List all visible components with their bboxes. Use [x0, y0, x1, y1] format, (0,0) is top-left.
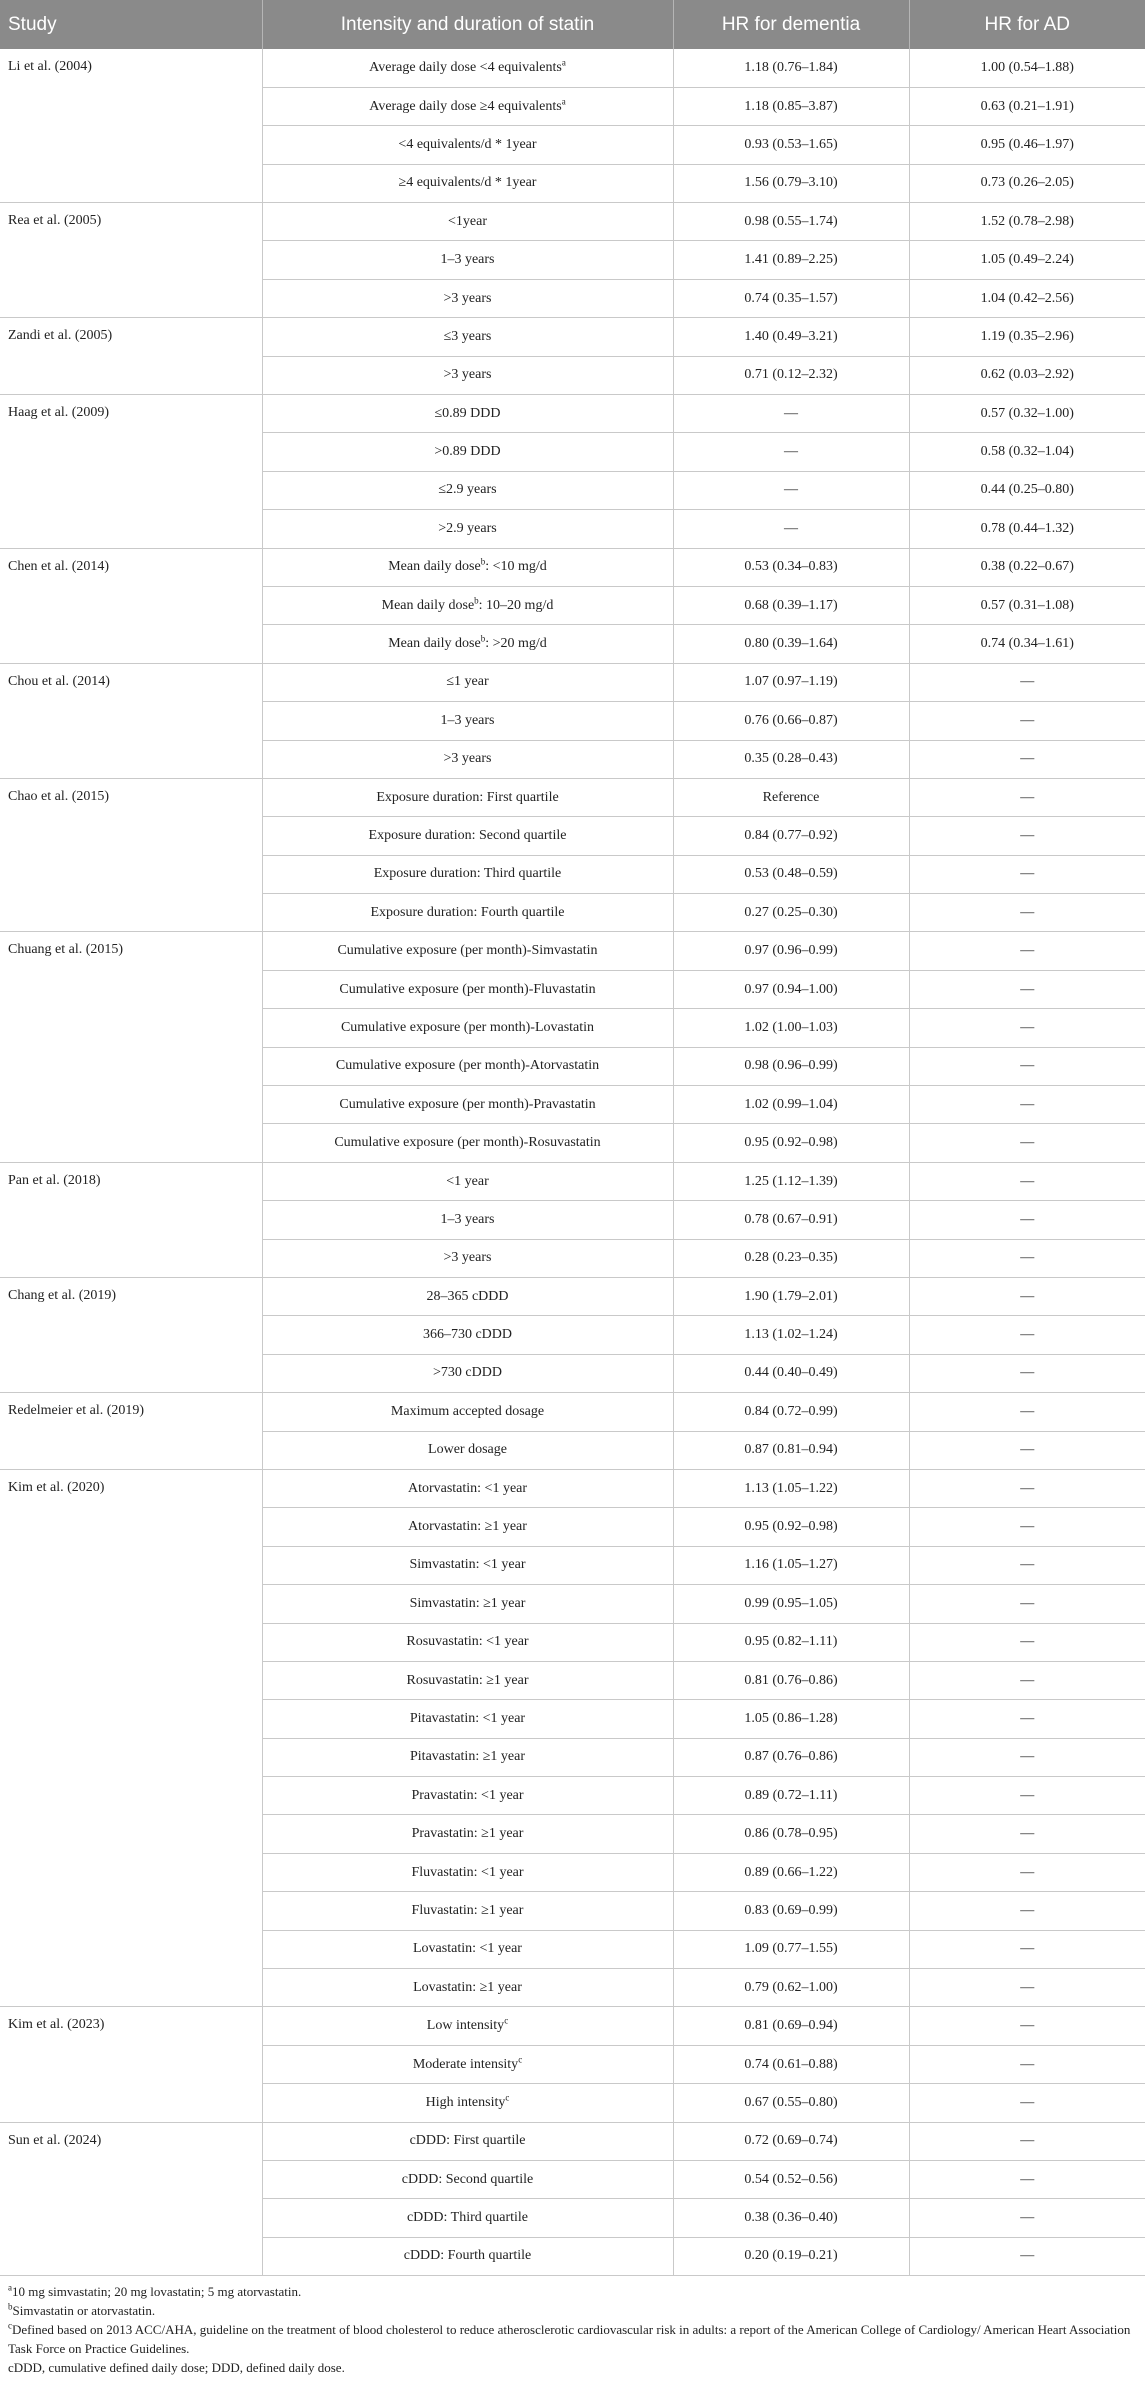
intensity-cell [262, 894, 673, 932]
study-cell: Chuang et al. (2015) [0, 932, 262, 1162]
footnote [8, 2358, 1137, 2377]
hr-ad-cell: 0.95 (0.46–1.97) [909, 126, 1145, 164]
table-row [0, 395, 1145, 433]
hr-ad-cell: — [909, 1853, 1145, 1891]
intensity-text: Exposure duration: First quartile [376, 789, 559, 805]
footnote-text: Defined based on 2013 ACC/AHA, guideline on the treatment of blood cholesterol to reduce atherosclerotic cardiovascular risk in adults: a report of the American College of Cardiology/ American Heart Association Task Force on Practice Guidelines. [8, 2322, 1131, 2357]
intensity-text: Cumulative exposure (per month)-Simvastatin [337, 943, 598, 959]
intensity-cell [262, 817, 673, 855]
table-row [0, 1393, 1145, 1431]
footnote [8, 2320, 1137, 2358]
intensity-text: Mean daily dose [388, 559, 481, 575]
intensity-cell [262, 855, 673, 893]
intensity-text: Pravastatin: <1 year [411, 1787, 524, 1803]
hr-dementia-cell: 0.89 (0.72–1.11) [673, 1777, 909, 1815]
hr-dementia-cell: 0.87 (0.81–0.94) [673, 1431, 909, 1469]
hr-dementia-cell: 0.97 (0.96–0.99) [673, 932, 909, 970]
hr-ad-cell: 0.62 (0.03–2.92) [909, 356, 1145, 394]
hr-ad-cell: 1.04 (0.42–2.56) [909, 279, 1145, 317]
hr-ad-cell: 0.57 (0.31–1.08) [909, 586, 1145, 624]
hr-ad-cell: 0.78 (0.44–1.32) [909, 510, 1145, 548]
study-cell: Rea et al. (2005) [0, 203, 262, 318]
hr-dementia-cell: 0.97 (0.94–1.00) [673, 970, 909, 1008]
hr-dementia-cell: 0.87 (0.76–0.86) [673, 1738, 909, 1776]
hr-dementia-cell: 1.41 (0.89–2.25) [673, 241, 909, 279]
study-cell: Zandi et al. (2005) [0, 318, 262, 395]
intensity-cell [262, 1546, 673, 1584]
intensity-cell [262, 1930, 673, 1968]
footnote [8, 2282, 1137, 2301]
hr-dementia-cell: 1.40 (0.49–3.21) [673, 318, 909, 356]
intensity-text: <1year [448, 213, 487, 229]
intensity-text: Exposure duration: Second quartile [368, 828, 567, 843]
hr-dementia-cell: 0.20 (0.19–0.21) [673, 2237, 909, 2275]
intensity-cell [262, 1162, 673, 1200]
intensity-text: 366–730 cDDD [422, 1327, 513, 1343]
hr-ad-cell: — [909, 970, 1145, 1008]
intensity-text: <1 year [446, 1173, 489, 1189]
study-cell: Redelmeier et al. (2019) [0, 1393, 262, 1470]
hr-ad-cell: — [909, 1738, 1145, 1776]
hr-ad-cell: — [909, 932, 1145, 970]
hr-dementia-cell: Reference [673, 778, 909, 816]
hr-dementia-cell: 0.71 (0.12–2.32) [673, 356, 909, 394]
table-header [0, 0, 1145, 49]
intensity-text: >730 cDDD [433, 1365, 502, 1381]
intensity-cell [262, 433, 673, 471]
hr-ad-cell: — [909, 1393, 1145, 1431]
hr-ad-cell: — [909, 702, 1145, 740]
hr-ad-cell: — [909, 1892, 1145, 1930]
intensity-cell [262, 1969, 673, 2007]
hr-ad-cell: 0.74 (0.34–1.61) [909, 625, 1145, 663]
hr-ad-cell: 0.57 (0.32–1.00) [909, 395, 1145, 433]
intensity-cell [262, 586, 673, 624]
table-row [0, 318, 1145, 356]
hr-ad-cell: — [909, 1086, 1145, 1124]
intensity-text: Simvastatin: <1 year [409, 1557, 526, 1573]
intensity-cell [262, 548, 673, 586]
intensity-cell [262, 1086, 673, 1124]
intensity-text: cDDD: Fourth quartile [403, 2248, 532, 2264]
intensity-cell [262, 702, 673, 740]
hr-ad-cell: — [909, 1316, 1145, 1354]
hr-ad-cell: — [909, 1661, 1145, 1699]
hr-ad-cell: — [909, 1969, 1145, 2007]
hr-dementia-cell: 0.76 (0.66–0.87) [673, 702, 909, 740]
hr-dementia-cell: 0.98 (0.55–1.74) [673, 203, 909, 241]
intensity-cell [262, 395, 673, 433]
study-cell: Chang et al. (2019) [0, 1278, 262, 1393]
hr-dementia-cell: 0.38 (0.36–0.40) [673, 2199, 909, 2237]
intensity-suffix: : <10 mg/d [485, 559, 547, 575]
hr-dementia-cell: 0.83 (0.69–0.99) [673, 1892, 909, 1930]
intensity-text: Cumulative exposure (per month)-Fluvastatin [339, 981, 596, 997]
intensity-text: ≤0.89 DDD [434, 405, 501, 421]
footnote-marker: b [480, 633, 486, 644]
hr-dementia-cell: 1.09 (0.77–1.55) [673, 1930, 909, 1968]
hr-dementia-cell: 0.68 (0.39–1.17) [673, 586, 909, 624]
hr-ad-cell: 1.05 (0.49–2.24) [909, 241, 1145, 279]
hr-dementia-cell: 1.02 (0.99–1.04) [673, 1086, 909, 1124]
hr-dementia-cell: — [673, 510, 909, 548]
hr-ad-cell: — [909, 2199, 1145, 2237]
hr-dementia-cell: 0.54 (0.52–0.56) [673, 2160, 909, 2198]
intensity-text: Mean daily dose [388, 636, 481, 652]
header-hr-ad: HR for AD [909, 0, 1145, 49]
intensity-cell [262, 2160, 673, 2198]
hr-ad-cell: — [909, 740, 1145, 778]
hr-dementia-cell: 0.27 (0.25–0.30) [673, 894, 909, 932]
intensity-text: Lower dosage [428, 1442, 507, 1458]
intensity-cell [262, 241, 673, 279]
hr-ad-cell: — [909, 1546, 1145, 1584]
table-row [0, 1469, 1145, 1507]
intensity-text: Cumulative exposure (per month)-Atorvastatin [335, 1058, 600, 1074]
intensity-cell [262, 1124, 673, 1162]
footnote-text: cDDD, cumulative defined daily dose; DDD, defined daily dose. [8, 2360, 345, 2376]
footnote-marker: c [504, 2015, 509, 2026]
intensity-cell [262, 1393, 673, 1431]
hr-ad-cell: 0.73 (0.26–2.05) [909, 164, 1145, 202]
hr-ad-cell: 1.00 (0.54–1.88) [909, 49, 1145, 87]
footnote-marker: c [505, 2092, 510, 2103]
hr-ad-cell: — [909, 894, 1145, 932]
footnote-marker: b [480, 556, 486, 567]
hr-dementia-cell: — [673, 395, 909, 433]
intensity-text: 1–3 years [440, 252, 495, 268]
study-cell: Chao et al. (2015) [0, 778, 262, 932]
hr-dementia-cell: 0.81 (0.69–0.94) [673, 2007, 909, 2045]
intensity-text: ≤3 years [443, 328, 492, 344]
intensity-cell [262, 2007, 673, 2045]
footnote-marker: c [8, 2320, 12, 2331]
header-intensity: Intensity and duration of statin [262, 0, 673, 49]
table-row [0, 49, 1145, 87]
hr-dementia-cell: 0.81 (0.76–0.86) [673, 1661, 909, 1699]
intensity-cell [262, 279, 673, 317]
hr-dementia-cell: 1.90 (1.79–2.01) [673, 1278, 909, 1316]
intensity-text: Pitavastatin: <1 year [409, 1710, 526, 1726]
intensity-text: Fluvastatin: <1 year [411, 1864, 524, 1880]
hr-ad-cell: — [909, 2045, 1145, 2083]
intensity-text: cDDD: Second quartile [401, 2171, 534, 2187]
intensity-cell [262, 1585, 673, 1623]
header-hr-dementia: HR for dementia [673, 0, 909, 49]
intensity-cell [262, 1738, 673, 1776]
hr-ad-cell: — [909, 1239, 1145, 1277]
hr-dementia-cell: 0.99 (0.95–1.05) [673, 1585, 909, 1623]
hr-ad-cell: — [909, 1047, 1145, 1085]
hr-dementia-cell: 1.18 (0.85–3.87) [673, 87, 909, 125]
hr-dementia-cell: 0.28 (0.23–0.35) [673, 1239, 909, 1277]
hr-dementia-cell: 1.56 (0.79–3.10) [673, 164, 909, 202]
table-body [0, 49, 1145, 2276]
table-row [0, 203, 1145, 241]
hr-dementia-cell: — [673, 471, 909, 509]
study-cell: Kim et al. (2020) [0, 1469, 262, 2006]
hr-dementia-cell: 0.74 (0.35–1.57) [673, 279, 909, 317]
intensity-cell [262, 1047, 673, 1085]
footnote-marker: b [8, 2301, 13, 2312]
intensity-cell [262, 970, 673, 1008]
intensity-text: >0.89 DDD [434, 444, 501, 460]
intensity-cell [262, 1431, 673, 1469]
footnote-marker: b [474, 595, 479, 605]
hr-ad-cell: — [909, 1815, 1145, 1853]
hr-ad-cell: 1.52 (0.78–2.98) [909, 203, 1145, 241]
intensity-text: cDDD: Third quartile [406, 2210, 529, 2226]
intensity-text: High intensity [425, 2094, 506, 2110]
intensity-cell [262, 49, 673, 87]
hr-dementia-cell: 1.18 (0.76–1.84) [673, 49, 909, 87]
hr-dementia-cell: 1.13 (1.02–1.24) [673, 1316, 909, 1354]
intensity-text: 28–365 cDDD [426, 1288, 509, 1304]
study-cell: Pan et al. (2018) [0, 1162, 262, 1277]
hr-dementia-cell: 1.05 (0.86–1.28) [673, 1700, 909, 1738]
hr-ad-cell: — [909, 1201, 1145, 1239]
footnote-marker: a [8, 2282, 12, 2293]
intensity-cell [262, 164, 673, 202]
hr-ad-cell: — [909, 2084, 1145, 2122]
intensity-cell [262, 471, 673, 509]
table-row [0, 1162, 1145, 1200]
intensity-text: Simvastatin: ≥1 year [409, 1595, 526, 1611]
intensity-text: <4 equivalents/d * 1year [398, 136, 537, 152]
intensity-cell [262, 2122, 673, 2160]
intensity-text: 1–3 years [440, 1211, 495, 1227]
hr-ad-cell: — [909, 1469, 1145, 1507]
hr-ad-cell: — [909, 663, 1145, 701]
intensity-cell [262, 625, 673, 663]
study-cell: Li et al. (2004) [0, 49, 262, 203]
study-cell: Sun et al. (2024) [0, 2122, 262, 2276]
hr-ad-cell: — [909, 817, 1145, 855]
intensity-text: Cumulative exposure (per month)-Pravastatin [339, 1096, 596, 1112]
hr-dementia-cell: 1.02 (1.00–1.03) [673, 1009, 909, 1047]
footnote-marker: a [561, 57, 566, 68]
hr-ad-cell: 1.19 (0.35–2.96) [909, 318, 1145, 356]
hr-dementia-cell: 0.35 (0.28–0.43) [673, 740, 909, 778]
intensity-text: Atorvastatin: ≥1 year [408, 1519, 527, 1535]
intensity-text: Moderate intensity [412, 2056, 519, 2072]
hr-ad-cell: — [909, 1777, 1145, 1815]
hr-dementia-cell: 1.25 (1.12–1.39) [673, 1162, 909, 1200]
intensity-suffix: : 10–20 mg/d [478, 597, 554, 613]
intensity-text: ≥4 equivalents/d * 1year [398, 175, 537, 191]
hr-ad-cell: 0.38 (0.22–0.67) [909, 548, 1145, 586]
hr-ad-cell: — [909, 778, 1145, 816]
hr-dementia-cell: 0.67 (0.55–0.80) [673, 2084, 909, 2122]
intensity-text: >3 years [443, 751, 492, 767]
hr-dementia-cell: 0.53 (0.34–0.83) [673, 548, 909, 586]
hr-ad-cell: 0.63 (0.21–1.91) [909, 87, 1145, 125]
intensity-cell [262, 1508, 673, 1546]
hr-dementia-cell: 0.86 (0.78–0.95) [673, 1815, 909, 1853]
footnote-marker: c [518, 2053, 523, 2064]
intensity-cell [262, 663, 673, 701]
study-cell: Chen et al. (2014) [0, 548, 262, 663]
intensity-cell [262, 932, 673, 970]
intensity-cell [262, 203, 673, 241]
footnote-text: Simvastatin or atorvastatin. [12, 2303, 156, 2319]
intensity-text: Rosuvastatin: ≥1 year [406, 1672, 529, 1688]
intensity-cell [262, 1623, 673, 1661]
intensity-text: Atorvastatin: <1 year [407, 1480, 528, 1496]
intensity-suffix: : >20 mg/d [485, 636, 547, 652]
intensity-text: ≤2.9 years [438, 482, 497, 498]
hr-dementia-cell: 0.95 (0.92–0.98) [673, 1124, 909, 1162]
hr-dementia-cell: 1.16 (1.05–1.27) [673, 1546, 909, 1584]
intensity-cell [262, 1777, 673, 1815]
intensity-cell [262, 1815, 673, 1853]
hr-dementia-cell: 0.84 (0.72–0.99) [673, 1393, 909, 1431]
footnote [8, 2301, 1137, 2320]
hr-ad-cell: — [909, 1354, 1145, 1392]
header-study: Study [0, 0, 262, 49]
hr-dementia-cell: 0.72 (0.69–0.74) [673, 2122, 909, 2160]
intensity-text: >3 years [443, 1250, 492, 1266]
hr-dementia-cell: 0.98 (0.96–0.99) [673, 1047, 909, 1085]
hr-dementia-cell: 0.79 (0.62–1.00) [673, 1969, 909, 2007]
intensity-text: >2.9 years [438, 520, 497, 536]
intensity-text: Exposure duration: Fourth quartile [370, 904, 565, 920]
intensity-cell [262, 1354, 673, 1392]
intensity-text: Lovastatin: ≥1 year [413, 1979, 522, 1995]
intensity-text: Pravastatin: ≥1 year [411, 1826, 524, 1842]
intensity-cell [262, 318, 673, 356]
table-row [0, 778, 1145, 816]
intensity-text: Pitavastatin: ≥1 year [410, 1749, 525, 1765]
intensity-cell [262, 1009, 673, 1047]
hr-dementia-cell: — [673, 433, 909, 471]
table-row [0, 548, 1145, 586]
intensity-text: Rosuvastatin: <1 year [406, 1634, 529, 1650]
hr-ad-cell: 0.44 (0.25–0.80) [909, 471, 1145, 509]
intensity-text: >3 years [443, 367, 492, 383]
hr-ad-cell: — [909, 855, 1145, 893]
study-cell: Chou et al. (2014) [0, 663, 262, 778]
hr-dementia-cell: 0.93 (0.53–1.65) [673, 126, 909, 164]
hr-dementia-cell: 0.78 (0.67–0.91) [673, 1201, 909, 1239]
hr-ad-cell: — [909, 1278, 1145, 1316]
footnote-marker: a [561, 95, 566, 106]
hr-dementia-cell: 0.53 (0.48–0.59) [673, 855, 909, 893]
intensity-text: Mean daily dose [381, 597, 475, 613]
hr-ad-cell: — [909, 1930, 1145, 1968]
hr-dementia-cell: 0.89 (0.66–1.22) [673, 1853, 909, 1891]
hr-ad-cell: — [909, 2237, 1145, 2275]
hr-ad-cell: — [909, 2160, 1145, 2198]
table-footnotes [0, 2276, 1145, 2377]
hr-dementia-cell: 0.80 (0.39–1.64) [673, 625, 909, 663]
intensity-cell [262, 356, 673, 394]
intensity-text: Average daily dose <4 equivalents [369, 59, 562, 75]
intensity-cell [262, 778, 673, 816]
intensity-cell [262, 2199, 673, 2237]
intensity-cell [262, 1661, 673, 1699]
hr-dementia-cell: 0.44 (0.40–0.49) [673, 1354, 909, 1392]
hr-dementia-cell: 1.13 (1.05–1.22) [673, 1469, 909, 1507]
hr-ad-cell: — [909, 1700, 1145, 1738]
hr-dementia-cell: 0.95 (0.92–0.98) [673, 1508, 909, 1546]
intensity-cell [262, 1853, 673, 1891]
intensity-cell [262, 510, 673, 548]
intensity-cell [262, 1278, 673, 1316]
hr-ad-cell: — [909, 1508, 1145, 1546]
table-row [0, 1278, 1145, 1316]
intensity-text: Cumulative exposure (per month)-Lovastatin [340, 1019, 595, 1035]
intensity-text: ≤1 year [446, 674, 489, 690]
hr-ad-cell: — [909, 2122, 1145, 2160]
study-cell: Haag et al. (2009) [0, 395, 262, 549]
intensity-cell [262, 126, 673, 164]
footnote-text: 10 mg simvastatin; 20 mg lovastatin; 5 mg atorvastatin. [12, 2284, 302, 2300]
intensity-text: 1–3 years [440, 712, 495, 728]
intensity-cell [262, 1201, 673, 1239]
hr-ad-cell: — [909, 1009, 1145, 1047]
study-cell: Kim et al. (2023) [0, 2007, 262, 2122]
hr-ad-cell: — [909, 1162, 1145, 1200]
intensity-text: Average daily dose ≥4 equivalents [369, 98, 562, 114]
intensity-text: Fluvastatin: ≥1 year [411, 1902, 524, 1918]
table-row [0, 932, 1145, 970]
hr-ad-cell: — [909, 1124, 1145, 1162]
hr-ad-cell: — [909, 1623, 1145, 1661]
hr-ad-cell: — [909, 2007, 1145, 2045]
intensity-cell [262, 1700, 673, 1738]
intensity-cell [262, 1239, 673, 1277]
intensity-text: Cumulative exposure (per month)-Rosuvastatin [334, 1135, 601, 1151]
hr-ad-cell: — [909, 1585, 1145, 1623]
intensity-text: Maximum accepted dosage [390, 1403, 545, 1419]
hr-ad-cell: — [909, 1431, 1145, 1469]
hr-dementia-cell: 0.95 (0.82–1.11) [673, 1623, 909, 1661]
intensity-text: >3 years [443, 290, 492, 306]
intensity-cell [262, 87, 673, 125]
hr-ad-cell: 0.58 (0.32–1.04) [909, 433, 1145, 471]
intensity-cell [262, 1316, 673, 1354]
intensity-text: Lovastatin: <1 year [413, 1941, 522, 1957]
intensity-cell [262, 2045, 673, 2083]
intensity-text: Exposure duration: Third quartile [373, 866, 562, 882]
intensity-text: Low intensity [426, 2018, 505, 2034]
intensity-cell [262, 2084, 673, 2122]
table-row [0, 663, 1145, 701]
intensity-text: cDDD: First quartile [409, 2133, 526, 2149]
intensity-cell [262, 1469, 673, 1507]
hr-dementia-cell: 1.07 (0.97–1.19) [673, 663, 909, 701]
intensity-cell [262, 1892, 673, 1930]
hr-dementia-cell: 0.84 (0.77–0.92) [673, 817, 909, 855]
intensity-cell [262, 740, 673, 778]
intensity-cell [262, 2237, 673, 2275]
table-row [0, 2122, 1145, 2160]
hr-dementia-cell: 0.74 (0.61–0.88) [673, 2045, 909, 2083]
table-row [0, 2007, 1145, 2045]
